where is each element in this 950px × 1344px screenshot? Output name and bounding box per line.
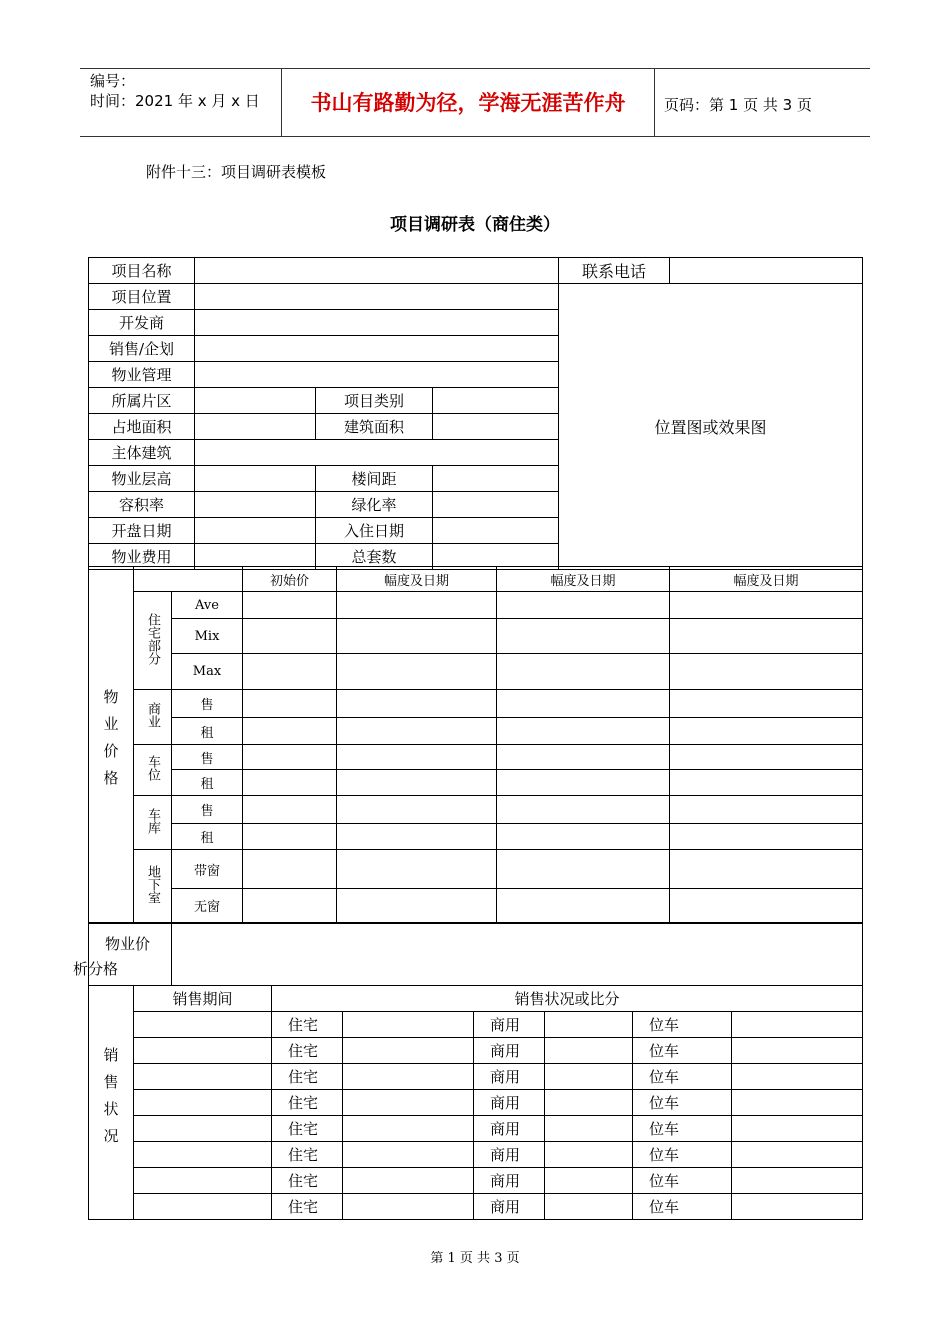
cell[interactable]	[497, 850, 670, 889]
header-initial-price: 初始价	[243, 567, 337, 592]
cell[interactable]	[670, 824, 863, 850]
label-contact-phone: 联系电话	[559, 258, 670, 284]
label-project-location: 项目位置	[89, 284, 195, 310]
cell[interactable]	[670, 770, 863, 796]
field-move-in-date[interactable]	[433, 518, 559, 544]
attachment-label: 附件十三：项目调研表模板	[146, 163, 327, 181]
label-commercial: 商用	[474, 1012, 545, 1038]
cell[interactable]	[497, 770, 670, 796]
field-commercial[interactable]	[545, 1038, 633, 1064]
field-developer[interactable]	[195, 310, 559, 336]
label-building-spacing: 楼间距	[316, 466, 433, 492]
label-parking: 位车	[633, 1064, 732, 1090]
cell[interactable]	[497, 796, 670, 824]
label-land-area: 占地面积	[89, 414, 195, 440]
field-project-name[interactable]	[195, 258, 559, 284]
field-period[interactable]	[134, 1090, 272, 1116]
label-parking: 位车	[633, 1168, 732, 1194]
label-commercial: 商用	[474, 1064, 545, 1090]
cell[interactable]	[337, 654, 497, 690]
cell[interactable]	[497, 619, 670, 654]
header-adjust-2: 幅度及日期	[497, 567, 670, 592]
field-residential[interactable]	[343, 1142, 474, 1168]
field-commercial[interactable]	[545, 1012, 633, 1038]
label-district: 所属片区	[89, 388, 195, 414]
label-commercial: 商用	[474, 1090, 545, 1116]
cell[interactable]	[670, 690, 863, 718]
label-parking: 位车	[633, 1090, 732, 1116]
label-project-category: 项目类别	[316, 388, 433, 414]
label-residential: 住宅	[272, 1194, 343, 1220]
label-commercial: 商用	[474, 1038, 545, 1064]
header-sales-ratio: 销售状况或比分	[272, 986, 863, 1012]
cell[interactable]	[243, 619, 337, 654]
cell[interactable]	[497, 745, 670, 770]
field-residential[interactable]	[343, 1168, 474, 1194]
field-plot-ratio[interactable]	[195, 492, 316, 518]
cell[interactable]	[243, 770, 337, 796]
price-header-blank	[134, 567, 243, 592]
header-adjust-1: 幅度及日期	[337, 567, 497, 592]
group-commercial: 商业	[134, 690, 172, 745]
cell[interactable]	[497, 718, 670, 745]
field-residential[interactable]	[343, 1012, 474, 1038]
section-sales-status: 销售状况	[89, 986, 134, 1220]
header-bottom-rule	[80, 136, 870, 137]
field-parking[interactable]	[732, 1064, 863, 1090]
field-building-spacing[interactable]	[433, 466, 559, 492]
field-commercial[interactable]	[545, 1116, 633, 1142]
label-residential: 住宅	[272, 1038, 343, 1064]
field-parking[interactable]	[732, 1194, 863, 1220]
group-basement: 地下室	[134, 850, 172, 923]
field-residential[interactable]	[343, 1038, 474, 1064]
cell[interactable]	[337, 850, 497, 889]
cell[interactable]	[670, 619, 863, 654]
cell[interactable]	[243, 824, 337, 850]
group-garage: 车库	[134, 796, 172, 850]
cell[interactable]	[337, 619, 497, 654]
row-sale: 售	[172, 690, 243, 718]
label-main-building: 主体建筑	[89, 440, 195, 466]
header-motto: 书山有路勤为径，学海无涯苦作舟	[310, 91, 626, 115]
cell[interactable]	[243, 592, 337, 619]
row-sale: 售	[172, 745, 243, 770]
cell[interactable]	[497, 824, 670, 850]
field-land-area[interactable]	[195, 414, 316, 440]
field-period[interactable]	[134, 1194, 272, 1220]
label-commercial: 商用	[474, 1194, 545, 1220]
cell[interactable]	[243, 718, 337, 745]
field-district[interactable]	[195, 388, 316, 414]
label-opening-date: 开盘日期	[89, 518, 195, 544]
field-commercial[interactable]	[545, 1090, 633, 1116]
field-residential[interactable]	[343, 1090, 474, 1116]
label-green-ratio: 绿化率	[316, 492, 433, 518]
label-commercial: 商用	[474, 1142, 545, 1168]
row-rent: 租	[172, 770, 243, 796]
cell[interactable]	[670, 718, 863, 745]
field-price-analysis[interactable]	[172, 924, 863, 986]
field-period[interactable]	[134, 1168, 272, 1194]
field-period[interactable]	[134, 1012, 272, 1038]
row-max: Max	[172, 654, 243, 690]
field-period[interactable]	[134, 1142, 272, 1168]
field-period[interactable]	[134, 1038, 272, 1064]
sales-table	[88, 985, 863, 1220]
label-residential: 住宅	[272, 1116, 343, 1142]
field-property-mgmt[interactable]	[195, 362, 559, 388]
field-parking[interactable]	[732, 1090, 863, 1116]
cell[interactable]	[337, 690, 497, 718]
field-project-category[interactable]	[433, 388, 559, 414]
cell[interactable]	[337, 592, 497, 619]
field-floor-height[interactable]	[195, 466, 316, 492]
cell[interactable]	[670, 889, 863, 923]
label-move-in-date: 入住日期	[316, 518, 433, 544]
cell[interactable]	[670, 796, 863, 824]
field-commercial[interactable]	[545, 1168, 633, 1194]
field-parking[interactable]	[732, 1168, 863, 1194]
page-title: 项目调研表（商住类）	[390, 215, 560, 235]
cell[interactable]	[670, 654, 863, 690]
field-parking[interactable]	[732, 1012, 863, 1038]
page-footer: 第 1 页 共 3 页	[430, 1251, 520, 1266]
row-mix: Mix	[172, 619, 243, 654]
cell[interactable]	[497, 690, 670, 718]
cell[interactable]	[243, 889, 337, 923]
group-residential: 住宅部分	[134, 592, 172, 690]
field-project-location[interactable]	[195, 284, 559, 310]
field-building-area[interactable]	[433, 414, 559, 440]
page-indicator: 页码：第 1 页 共 3 页	[664, 96, 812, 114]
label-building-area: 建筑面积	[316, 414, 433, 440]
label-parking: 位车	[633, 1194, 732, 1220]
field-residential[interactable]	[343, 1194, 474, 1220]
analysis-label-line2: 析分格	[73, 960, 119, 978]
cell[interactable]	[243, 745, 337, 770]
label-commercial: 商用	[474, 1116, 545, 1142]
price-table	[88, 566, 863, 923]
cell[interactable]	[243, 850, 337, 889]
header-divider	[654, 68, 655, 136]
cell[interactable]	[337, 770, 497, 796]
label-floor-height: 物业层高	[89, 466, 195, 492]
label-total-units: 总套数	[316, 544, 433, 570]
cell[interactable]	[337, 745, 497, 770]
label-parking: 位车	[633, 1142, 732, 1168]
cell[interactable]	[497, 889, 670, 923]
cell[interactable]	[243, 654, 337, 690]
field-commercial[interactable]	[545, 1142, 633, 1168]
cell[interactable]	[337, 718, 497, 745]
label-plot-ratio: 容积率	[89, 492, 195, 518]
field-main-building[interactable]	[195, 440, 559, 466]
field-parking[interactable]	[732, 1116, 863, 1142]
field-opening-date[interactable]	[195, 518, 316, 544]
field-sales-planning[interactable]	[195, 336, 559, 362]
label-residential: 住宅	[272, 1012, 343, 1038]
doc-number-label: 编号：	[90, 72, 136, 90]
label-commercial: 商用	[474, 1168, 545, 1194]
header-adjust-3: 幅度及日期	[670, 567, 863, 592]
field-residential[interactable]	[343, 1064, 474, 1090]
field-commercial[interactable]	[545, 1064, 633, 1090]
cell[interactable]	[337, 889, 497, 923]
label-parking: 位车	[633, 1116, 732, 1142]
cell[interactable]	[337, 796, 497, 824]
field-commercial[interactable]	[545, 1194, 633, 1220]
header-sales-period: 销售期间	[134, 986, 272, 1012]
row-ave: Ave	[172, 592, 243, 619]
analysis-label-line1: 物业价	[105, 935, 151, 953]
group-parking: 车位	[134, 745, 172, 796]
row-rent: 租	[172, 718, 243, 745]
basic-info-table	[88, 257, 863, 570]
field-parking[interactable]	[732, 1142, 863, 1168]
image-placeholder: 位置图或效果图	[559, 284, 863, 570]
row-with-window: 带窗	[172, 850, 243, 889]
label-residential: 住宅	[272, 1090, 343, 1116]
cell[interactable]	[670, 592, 863, 619]
label-residential: 住宅	[272, 1168, 343, 1194]
field-period[interactable]	[134, 1064, 272, 1090]
row-sale: 售	[172, 796, 243, 824]
field-contact-phone[interactable]	[670, 258, 863, 284]
cell[interactable]	[497, 654, 670, 690]
label-parking: 位车	[633, 1012, 732, 1038]
field-residential[interactable]	[343, 1116, 474, 1142]
label-developer: 开发商	[89, 310, 195, 336]
label-property-fee: 物业费用	[89, 544, 195, 570]
cell[interactable]	[497, 592, 670, 619]
field-green-ratio[interactable]	[433, 492, 559, 518]
label-sales-planning: 销售/企划	[89, 336, 195, 362]
cell[interactable]	[337, 824, 497, 850]
row-rent: 租	[172, 824, 243, 850]
cell[interactable]	[243, 796, 337, 824]
label-parking: 位车	[633, 1038, 732, 1064]
cell[interactable]	[670, 745, 863, 770]
label-property-mgmt: 物业管理	[89, 362, 195, 388]
field-period[interactable]	[134, 1116, 272, 1142]
doc-time-label: 时间：2021 年 x 月 x 日	[90, 92, 260, 110]
label-price-analysis	[73, 924, 172, 986]
label-project-name: 项目名称	[89, 258, 195, 284]
label-residential: 住宅	[272, 1142, 343, 1168]
cell[interactable]	[670, 850, 863, 889]
section-property-price: 物业价格	[89, 567, 134, 923]
analysis-table	[73, 923, 863, 986]
field-parking[interactable]	[732, 1038, 863, 1064]
label-residential: 住宅	[272, 1064, 343, 1090]
row-no-window: 无窗	[172, 889, 243, 923]
cell[interactable]	[243, 690, 337, 718]
